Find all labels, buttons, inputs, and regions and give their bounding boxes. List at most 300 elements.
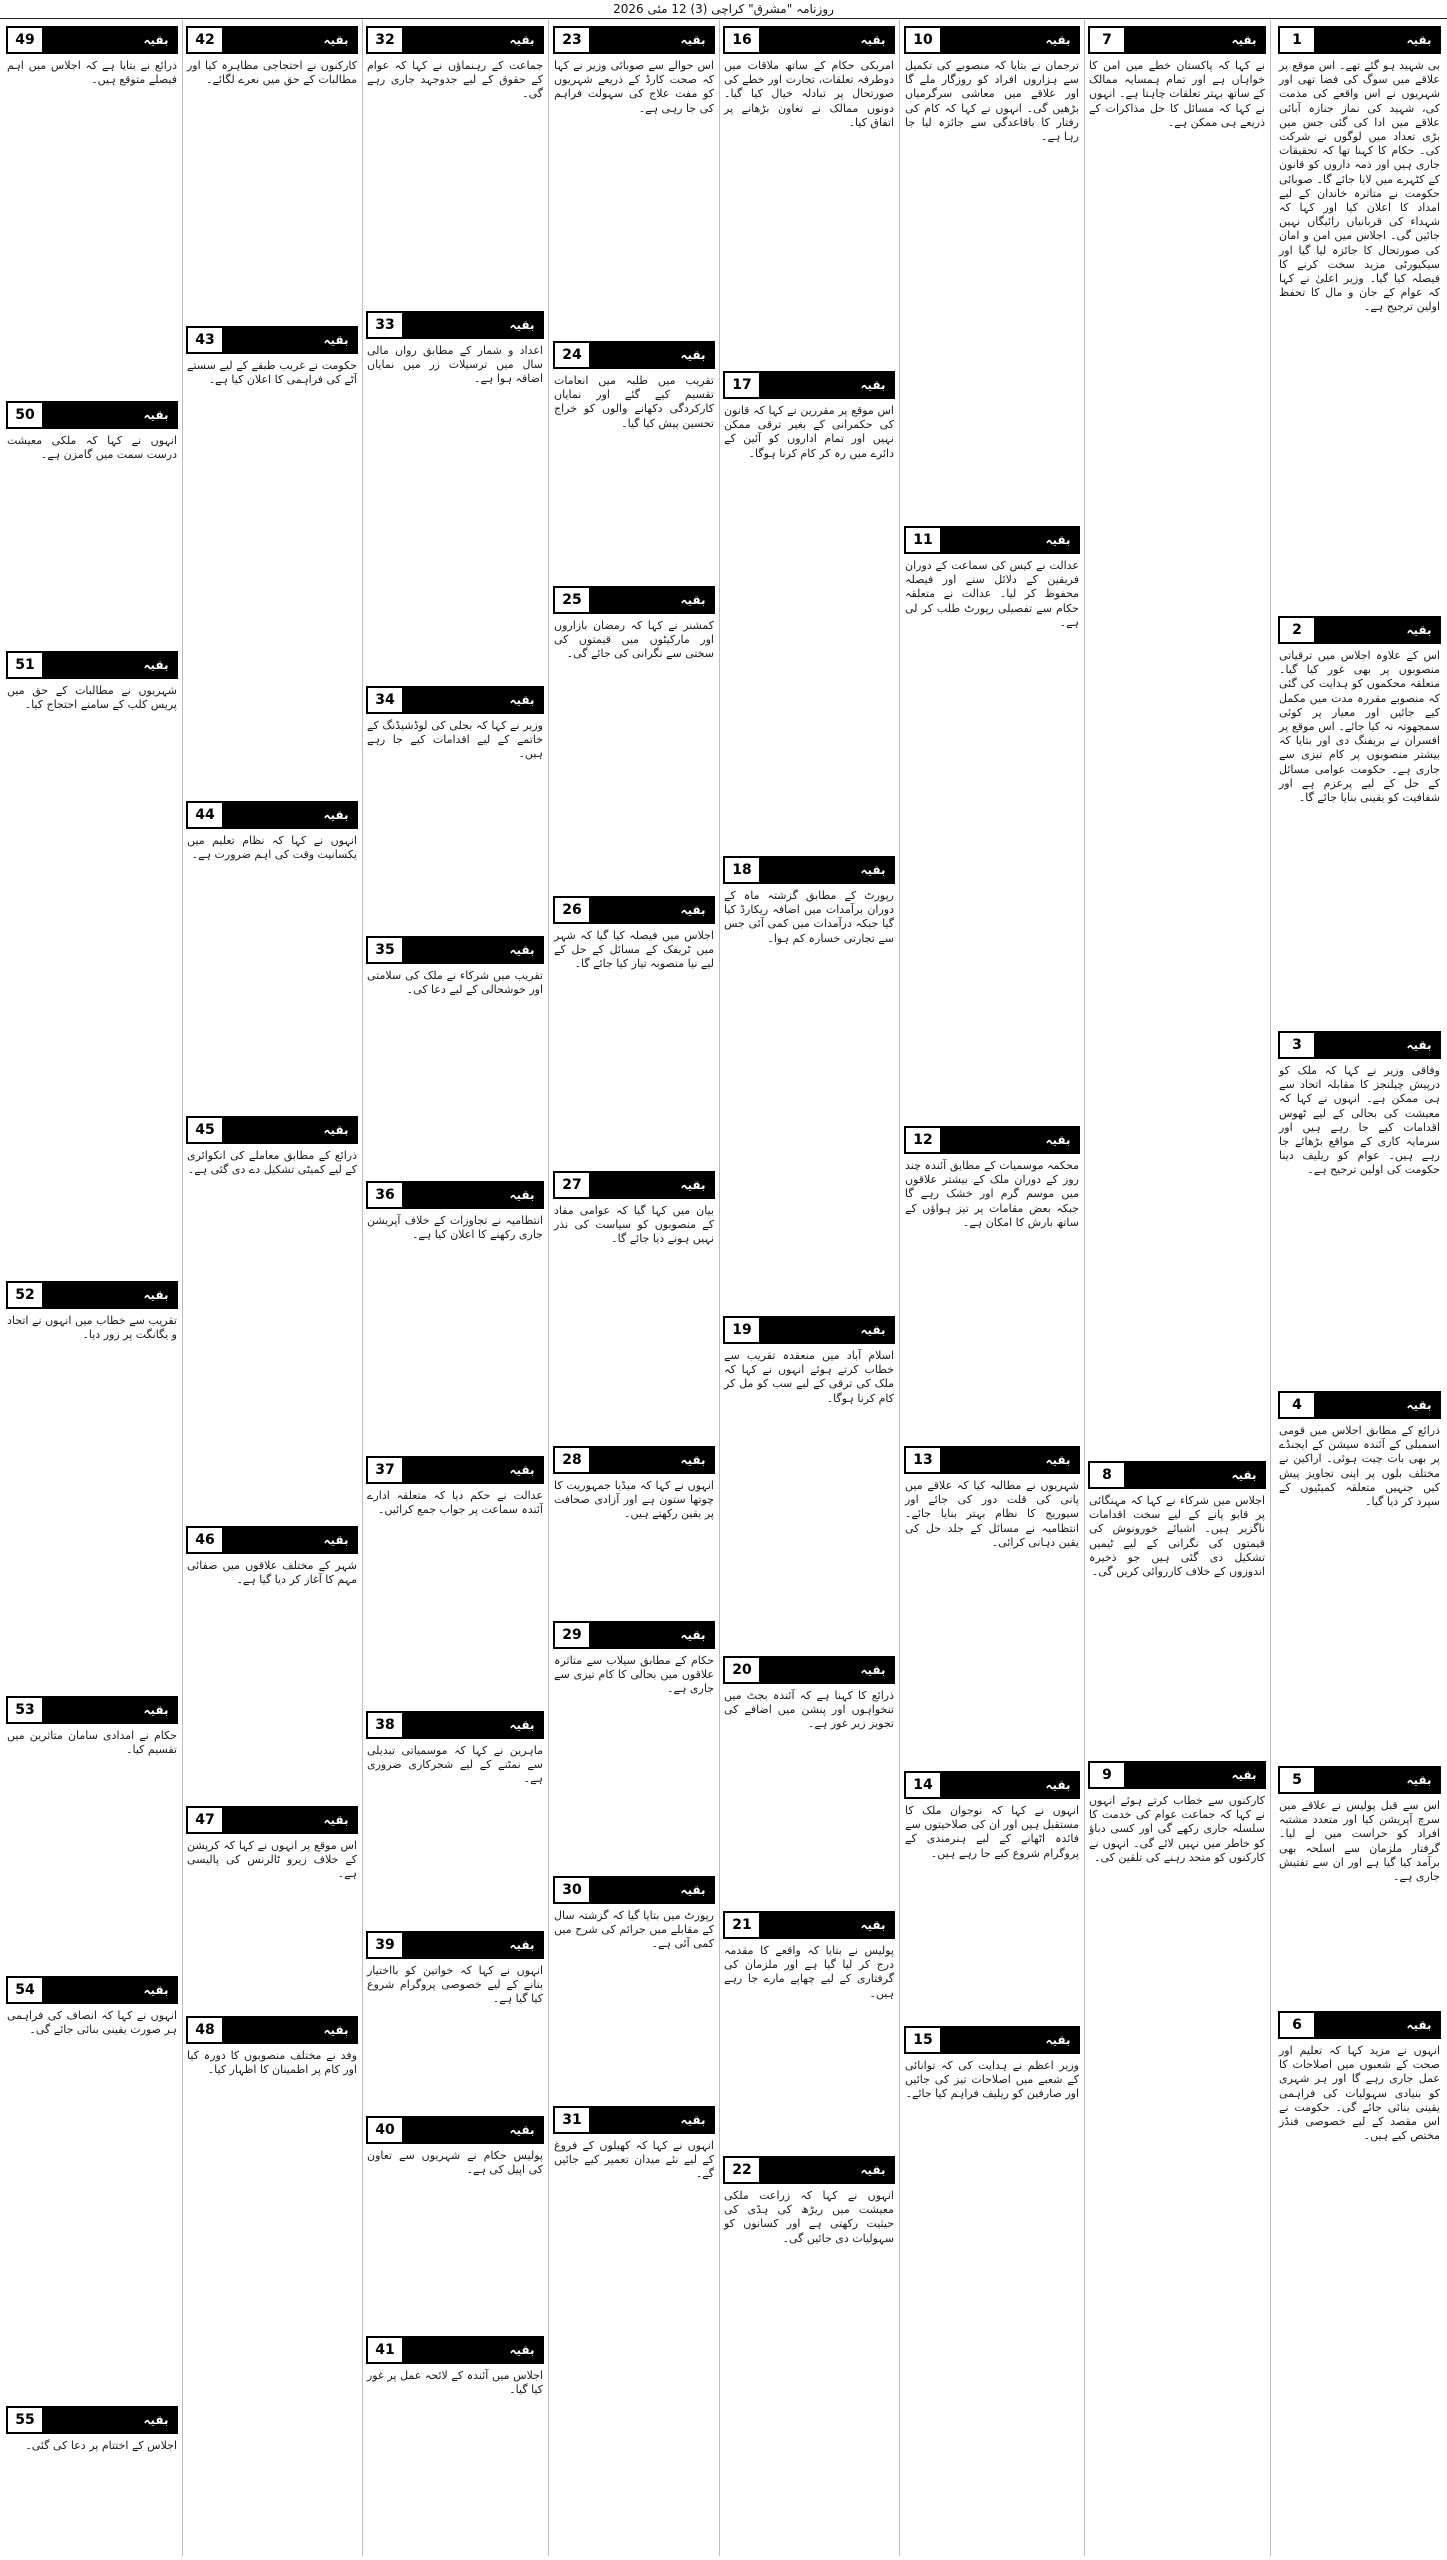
continuation-tag xyxy=(366,936,544,964)
continuation-number: 29 xyxy=(555,1623,589,1647)
article-text: امریکی حکام کے ساتھ ملاقات میں دوطرفہ تعلقات، تجارت اور خطے کی صورتحال پر تبادلہ خیال کیا گیا۔ دونوں ممالک نے تعاون بڑھانے پر اتفاق کیا۔ xyxy=(724,59,894,129)
continuation-number: 35 xyxy=(368,938,402,962)
continuation-number: 50 xyxy=(8,403,42,427)
continuation-tag xyxy=(723,856,895,884)
article-text: وزیر نے کہا کہ بجلی کی لوڈشیڈنگ کے خاتمے کے لیے اقدامات کیے جا رہے ہیں۔ xyxy=(367,719,543,761)
article-text: ماہرین نے کہا کہ موسمیاتی تبدیلی سے نمٹنے کے لیے شجرکاری ضروری ہے۔ xyxy=(367,1744,543,1786)
article-text: انتظامیہ نے تجاوزات کے خلاف آپریشن جاری رکھنے کا اعلان کیا ہے۔ xyxy=(367,1214,543,1242)
continuation-number: 8 xyxy=(1090,1463,1124,1487)
continuation-tag xyxy=(1088,1461,1266,1489)
tag-bar xyxy=(1314,1393,1399,1417)
continuation-block xyxy=(551,1870,717,2100)
tag-bar xyxy=(42,1978,136,2002)
continuation-tag xyxy=(6,1976,178,2004)
article-text: ترجمان نے بتایا کہ منصوبے کی تکمیل سے ہزاروں افراد کو روزگار ملے گا اور علاقے میں معاشی سرگرمیاں بڑھیں گی۔ انہوں نے کہا کہ کام کی رفتار کا باقاعدگی سے جائزہ لیا جا رہا ہے۔ xyxy=(905,59,1079,144)
continuation-label: بقیہ xyxy=(502,688,542,712)
tag-bar xyxy=(759,2158,853,2182)
continuation-tag xyxy=(1278,2011,1441,2039)
continuation-label: بقیہ xyxy=(502,313,542,337)
tag-bar xyxy=(940,528,1038,552)
continuation-block xyxy=(1276,1385,1443,1760)
continuation-block xyxy=(902,520,1082,1120)
continuation-block xyxy=(721,365,897,850)
continuation-number: 52 xyxy=(8,1283,42,1307)
continuation-tag xyxy=(553,1876,715,1904)
tag-bar xyxy=(402,1713,502,1737)
article-text: پولیس نے بتایا کہ واقعے کا مقدمہ درج کر لیا گیا ہے اور ملزمان کی گرفتاری کے لیے چھاپے مارے جا رہے ہیں۔ xyxy=(724,1944,894,2000)
continuation-tag xyxy=(6,1281,178,1309)
continuation-tag xyxy=(553,586,715,614)
tag-bar xyxy=(1124,1763,1224,1787)
tag-bar xyxy=(402,938,502,962)
continuation-label: بقیہ xyxy=(1399,1033,1439,1057)
continuation-label: بقیہ xyxy=(1399,1768,1439,1792)
continuation-number: 23 xyxy=(555,28,589,52)
continuation-label: بقیہ xyxy=(316,1118,356,1142)
column-divider xyxy=(182,20,183,2556)
continuation-label: بقیہ xyxy=(316,803,356,827)
continuation-label: بقیہ xyxy=(853,858,893,882)
newspaper-column xyxy=(721,20,897,2556)
article-text: شہریوں نے مطالبات کے حق میں پریس کلب کے سامنے احتجاج کیا۔ xyxy=(7,684,177,712)
article-text: بی شہید ہو گئے تھے۔ اس موقع پر علاقے میں سوگ کی فضا تھی اور شہریوں نے اس واقعے کی مذمت کی، شہید کی نماز جنازہ آبائی علاقے میں ادا کی گئی جس میں بڑی تعداد میں لوگوں نے شرکت کی۔ حکام کا کہنا تھا کہ تحقیقات جاری ہیں اور ذمہ داروں کو قانون کے کٹہرے میں لایا جائے گا۔ صوبائی حکومت نے متاثرہ خاندان کے لیے امداد کا اعلان کیا اور کہا کہ شہداء کی قربانیاں رائیگاں نہیں جائیں گی۔ اجلاس میں امن و امان کی صورتحال کا جائزہ لیا گیا اور سیکیورٹی مزید سخت کرنے کا فیصلہ کیا گیا۔ وزیر اعلیٰ نے کہا کہ عوام کے جان و مال کا تحفظ اولین ترجیح ہے۔ xyxy=(1279,59,1440,314)
tag-bar xyxy=(759,858,853,882)
continuation-number: 51 xyxy=(8,653,42,677)
continuation-block xyxy=(4,395,180,645)
continuation-tag xyxy=(904,1126,1080,1154)
continuation-label: بقیہ xyxy=(316,328,356,352)
continuation-label: بقیہ xyxy=(136,1978,176,2002)
continuation-tag xyxy=(186,801,358,829)
continuation-label: بقیہ xyxy=(853,1318,893,1342)
continuation-number: 3 xyxy=(1280,1033,1314,1057)
column-divider xyxy=(1270,20,1271,2556)
continuation-label: بقیہ xyxy=(1224,1763,1264,1787)
continuation-block xyxy=(551,1615,717,1870)
tag-bar xyxy=(1314,618,1399,642)
continuation-tag xyxy=(1278,1391,1441,1419)
continuation-number: 5 xyxy=(1280,1768,1314,1792)
article-text: انہوں نے کہا کہ انصاف کی فراہمی ہر صورت یقینی بنائی جائے گی۔ xyxy=(7,2009,177,2037)
continuation-number: 39 xyxy=(368,1933,402,1957)
continuation-block xyxy=(902,1765,1082,2020)
continuation-number: 22 xyxy=(725,2158,759,2182)
continuation-block xyxy=(184,1800,360,2010)
continuation-block xyxy=(1276,2005,1443,2556)
continuation-label: بقیہ xyxy=(1399,2013,1439,2037)
article-text: نے کہا کہ پاکستان خطے میں امن کا خواہاں ہے اور تمام ہمسایہ ممالک کے ساتھ بہتر تعلقات چاہتا ہے۔ انہوں نے کہا کہ مسائل کا حل مذاکرات کے ذریعے ہی ممکن ہے۔ xyxy=(1089,59,1265,129)
newspaper-column xyxy=(1086,20,1268,2556)
continuation-tag xyxy=(1278,26,1441,54)
continuation-number: 34 xyxy=(368,688,402,712)
continuation-number: 18 xyxy=(725,858,759,882)
continuation-tag xyxy=(366,1931,544,1959)
tag-bar xyxy=(589,1878,673,1902)
continuation-tag xyxy=(6,651,178,679)
continuation-number: 54 xyxy=(8,1978,42,2002)
tag-bar xyxy=(42,28,136,52)
continuation-number: 13 xyxy=(906,1448,940,1472)
continuation-tag xyxy=(723,26,895,54)
continuation-number: 45 xyxy=(188,1118,222,1142)
continuation-block xyxy=(902,2020,1082,2556)
continuation-tag xyxy=(6,26,178,54)
article-text: تقریب میں طلبہ میں انعامات تقسیم کیے گئے اور نمایاں کارکردگی دکھانے والوں کو خراج تحسین پیش کیا گیا۔ xyxy=(554,374,714,430)
article-text: اجلاس کے اختتام پر دعا کی گئی۔ xyxy=(25,2439,177,2452)
continuation-block xyxy=(1276,610,1443,1025)
article-text: ذرائع نے بتایا ہے کہ اجلاس میں اہم فیصلے متوقع ہیں۔ xyxy=(7,59,177,87)
article-text: عدالت نے حکم دیا کہ متعلقہ ادارے آئندہ سماعت پر جواب جمع کرائیں۔ xyxy=(367,1489,543,1517)
tag-bar xyxy=(222,1808,316,1832)
continuation-number: 17 xyxy=(725,373,759,397)
article-text: تقریب سے خطاب میں انہوں نے اتحاد و یگانگت پر زور دیا۔ xyxy=(7,1314,177,1342)
article-text: بیان میں کہا گیا کہ عوامی مفاد کے منصوبوں کو سیاست کی نذر نہیں ہونے دیا جائے گا۔ xyxy=(554,1204,714,1246)
continuation-block xyxy=(184,2010,360,2556)
tag-bar xyxy=(402,1933,502,1957)
continuation-number: 26 xyxy=(555,898,589,922)
continuation-block xyxy=(1086,20,1268,1455)
continuation-tag xyxy=(723,1316,895,1344)
continuation-number: 33 xyxy=(368,313,402,337)
continuation-tag xyxy=(366,1456,544,1484)
article-text: انہوں نے مزید کہا کہ تعلیم اور صحت کے شعبوں میں اصلاحات کا عمل جاری رہے گا اور ہر شہری کو بنیادی سہولیات کی فراہمی یقینی بنائی جائے گی۔ حکومت نے اس مقصد کے لیے خصوصی فنڈز مختص کیے ہیں۔ xyxy=(1279,2044,1440,2143)
continuation-label: بقیہ xyxy=(502,1183,542,1207)
tag-bar xyxy=(589,28,673,52)
article-text: شہریوں نے مطالبہ کیا کہ علاقے میں پانی کی قلت دور کی جائے اور سیوریج کا نظام بہتر بنایا جائے۔ انتظامیہ نے مسائل کے جلد حل کی یقین دہانی کرائی۔ xyxy=(905,1479,1079,1549)
tag-bar xyxy=(589,1173,673,1197)
continuation-block xyxy=(551,1165,717,1440)
column-divider xyxy=(1084,20,1085,2556)
tag-bar xyxy=(759,1658,853,1682)
tag-bar xyxy=(402,1183,502,1207)
continuation-number: 42 xyxy=(188,28,222,52)
continuation-block xyxy=(184,1110,360,1520)
continuation-block xyxy=(721,20,897,365)
continuation-number: 41 xyxy=(368,2338,402,2362)
continuation-number: 24 xyxy=(555,343,589,367)
tag-bar xyxy=(402,28,502,52)
continuation-block xyxy=(721,1650,897,1905)
continuation-tag xyxy=(553,1621,715,1649)
article-text: انہوں نے کہا کہ خواتین کو بااختیار بنانے کے لیے خصوصی پروگرام شروع کیا گیا ہے۔ xyxy=(367,1964,543,2006)
continuation-block xyxy=(902,1440,1082,1765)
continuation-number: 27 xyxy=(555,1173,589,1197)
continuation-block xyxy=(364,1450,546,1705)
tag-bar xyxy=(589,1623,673,1647)
article-text: تقریب میں شرکاء نے ملک کی سلامتی اور خوشحالی کے لیے دعا کی۔ xyxy=(367,969,543,997)
tag-bar xyxy=(759,1318,853,1342)
continuation-label: بقیہ xyxy=(1224,28,1264,52)
tag-bar xyxy=(759,1913,853,1937)
tag-bar xyxy=(402,688,502,712)
continuation-tag xyxy=(6,2406,178,2434)
continuation-label: بقیہ xyxy=(1038,28,1078,52)
continuation-label: بقیہ xyxy=(673,1878,713,1902)
article-text: اعداد و شمار کے مطابق رواں مالی سال میں ترسیلات زر میں نمایاں اضافہ ہوا ہے۔ xyxy=(367,344,543,386)
tag-bar xyxy=(222,2018,316,2042)
continuation-block xyxy=(551,20,717,335)
continuation-tag xyxy=(904,1446,1080,1474)
article-text: عدالت نے کیس کی سماعت کے دوران فریقین کے دلائل سنے اور فیصلہ محفوظ کر لیا۔ عدالت نے متعلقہ حکام سے تفصیلی رپورٹ طلب کر لی ہے۔ xyxy=(905,559,1079,629)
continuation-block xyxy=(4,1690,180,1970)
continuation-label: بقیہ xyxy=(502,938,542,962)
tag-bar xyxy=(222,28,316,52)
continuation-label: بقیہ xyxy=(673,1623,713,1647)
continuation-number: 30 xyxy=(555,1878,589,1902)
continuation-label: بقیہ xyxy=(1038,1773,1078,1797)
continuation-label: بقیہ xyxy=(673,2108,713,2132)
continuation-label: بقیہ xyxy=(136,1698,176,1722)
continuation-tag xyxy=(186,1806,358,1834)
continuation-block xyxy=(364,305,546,680)
tag-bar xyxy=(402,2118,502,2142)
tag-bar xyxy=(940,2028,1038,2052)
continuation-number: 14 xyxy=(906,1773,940,1797)
continuation-tag xyxy=(1278,1031,1441,1059)
tag-bar xyxy=(42,403,136,427)
continuation-block xyxy=(364,20,546,305)
tag-bar xyxy=(1314,2013,1399,2037)
article-text: انہوں نے کہا کہ ملکی معیشت درست سمت میں گامزن ہے۔ xyxy=(7,434,177,462)
continuation-number: 25 xyxy=(555,588,589,612)
article-text: حکام نے امدادی سامان متاثرین میں تقسیم کیا۔ xyxy=(7,1729,177,1757)
tag-bar xyxy=(940,28,1038,52)
continuation-number: 7 xyxy=(1090,28,1124,52)
continuation-number: 16 xyxy=(725,28,759,52)
continuation-label: بقیہ xyxy=(136,28,176,52)
continuation-label: بقیہ xyxy=(502,2338,542,2362)
article-text: انہوں نے کہا کہ کھیلوں کے فروغ کے لیے نئے میدان تعمیر کیے جائیں گے۔ xyxy=(554,2139,714,2181)
article-text: اجلاس میں شرکاء نے کہا کہ مہنگائی پر قابو پانے کے لیے سخت اقدامات ناگزیر ہیں۔ اشیائے خورونوش کی قیمتوں کی نگرانی کے لیے ٹیمیں تشکیل دی گئی ہیں جو ذخیرہ اندوزوں کے خلاف کارروائی کریں گی۔ xyxy=(1089,1494,1265,1579)
continuation-number: 20 xyxy=(725,1658,759,1682)
article-text: ذرائع کے مطابق معاملے کی انکوائری کے لیے کمیٹی تشکیل دے دی گئی ہے۔ xyxy=(187,1149,357,1177)
continuation-number: 2 xyxy=(1280,618,1314,642)
article-text: انہوں نے کہا کہ نظام تعلیم میں یکسانیت وقت کی اہم ضرورت ہے۔ xyxy=(187,834,357,862)
tag-bar xyxy=(589,898,673,922)
tag-bar xyxy=(42,2408,136,2432)
continuation-number: 12 xyxy=(906,1128,940,1152)
article-text: حکومت نے غریب طبقے کے لیے سستے آٹے کی فراہمی کا اعلان کیا ہے۔ xyxy=(187,359,357,387)
article-text: ذرائع کے مطابق اجلاس میں قومی اسمبلی کے آئندہ سیشن کے ایجنڈے پر بھی بات چیت ہوئی۔ اراکین نے مختلف بلوں پر اپنی تجاویز پیش کیں جنہیں متعلقہ کمیٹیوں کے سپرد کر دیا گیا۔ xyxy=(1279,1424,1440,1509)
continuation-block xyxy=(551,2100,717,2345)
column-divider xyxy=(362,20,363,2556)
continuation-block xyxy=(364,1705,546,1925)
article-text: پولیس حکام نے شہریوں سے تعاون کی اپیل کی ہے۔ xyxy=(367,2149,543,2177)
article-text: جماعت کے رہنماؤں نے کہا کہ عوام کے حقوق کے لیے جدوجہد جاری رہے گی۔ xyxy=(367,59,543,101)
continuation-tag xyxy=(186,326,358,354)
column-divider xyxy=(899,20,900,2556)
continuation-block xyxy=(4,20,180,395)
tag-bar xyxy=(1314,28,1399,52)
tag-bar xyxy=(940,1128,1038,1152)
continuation-tag xyxy=(553,26,715,54)
newspaper-column xyxy=(551,20,717,2556)
article-text: اس کے علاوہ اجلاس میں ترقیاتی منصوبوں پر بھی غور کیا گیا۔ متعلقہ محکموں کو ہدایت کی گئی کہ منصوبے مقررہ مدت میں مکمل کیے جائیں اور معیار پر کوئی سمجھوتہ نہ کیا جائے۔ اس موقع پر افسران نے بریفنگ دی اور بتایا کہ بیشتر منصوبوں پر کام تیزی سے جاری ہے۔ حکومت عوامی مسائل کے حل کے لیے پرعزم ہے اور شفافیت کو یقینی بنایا جائے گا۔ xyxy=(1279,649,1440,805)
continuation-tag xyxy=(366,26,544,54)
tag-bar xyxy=(222,803,316,827)
continuation-number: 55 xyxy=(8,2408,42,2432)
article-text: شہر کے مختلف علاقوں میں صفائی مہم کا آغاز کر دیا گیا ہے۔ xyxy=(187,1559,357,1587)
continuation-block xyxy=(4,645,180,1275)
newspaper-column xyxy=(364,20,546,2556)
continuation-tag xyxy=(553,2106,715,2134)
continuation-block xyxy=(184,20,360,320)
continuation-block xyxy=(364,1175,546,1450)
continuation-block xyxy=(551,580,717,890)
continuation-block xyxy=(364,930,546,1175)
continuation-block xyxy=(1276,20,1443,610)
tag-bar xyxy=(222,1528,316,1552)
tag-bar xyxy=(759,373,853,397)
continuation-label: بقیہ xyxy=(502,2118,542,2142)
continuation-block xyxy=(902,20,1082,520)
continuation-number: 46 xyxy=(188,1528,222,1552)
continuation-block xyxy=(721,2150,897,2556)
continuation-block xyxy=(551,1440,717,1615)
continuation-block xyxy=(364,1925,546,2110)
continuation-label: بقیہ xyxy=(853,28,893,52)
tag-bar xyxy=(1314,1033,1399,1057)
continuation-number: 21 xyxy=(725,1913,759,1937)
continuation-label: بقیہ xyxy=(1399,1393,1439,1417)
continuation-block xyxy=(4,2400,180,2556)
article-text: وفد نے مختلف منصوبوں کا دورہ کیا اور کام پر اطمینان کا اظہار کیا۔ xyxy=(187,2049,357,2077)
continuation-block xyxy=(184,1520,360,1800)
continuation-block xyxy=(4,1970,180,2400)
article-text: انہوں نے کہا کہ زراعت ملکی معیشت میں ریڑھ کی ہڈی کی حیثیت رکھتی ہے اور کسانوں کو سہولیات دی جائیں گی۔ xyxy=(724,2189,894,2245)
continuation-tag xyxy=(904,2026,1080,2054)
article-text: حکام کے مطابق سیلاب سے متاثرہ علاقوں میں بحالی کا کام تیزی سے جاری ہے۔ xyxy=(554,1654,714,1696)
continuation-label: بقیہ xyxy=(1038,1128,1078,1152)
continuation-block xyxy=(902,1120,1082,1440)
continuation-label: بقیہ xyxy=(853,1913,893,1937)
tag-bar xyxy=(42,1698,136,1722)
article-text: ذرائع کا کہنا ہے کہ آئندہ بجٹ میں تنخواہوں اور پنشن میں اضافے کی تجویز زیر غور ہے۔ xyxy=(724,1689,894,1731)
continuation-label: بقیہ xyxy=(853,2158,893,2182)
newspaper-column xyxy=(4,20,180,2556)
continuation-block xyxy=(1086,1455,1268,1755)
continuation-number: 19 xyxy=(725,1318,759,1342)
continuation-label: بقیہ xyxy=(502,1713,542,1737)
continuation-tag xyxy=(1088,26,1266,54)
tag-bar xyxy=(402,2338,502,2362)
continuation-label: بقیہ xyxy=(136,1283,176,1307)
continuation-number: 28 xyxy=(555,1448,589,1472)
continuation-label: بقیہ xyxy=(1038,1448,1078,1472)
article-text: وزیر اعظم نے ہدایت کی کہ توانائی کے شعبے میں اصلاحات تیز کی جائیں اور صارفین کو ریلیف فراہم کیا جائے۔ xyxy=(905,2059,1079,2101)
continuation-label: بقیہ xyxy=(502,1933,542,1957)
article-text: کارکنوں نے احتجاجی مظاہرہ کیا اور مطالبات کے حق میں نعرے لگائے۔ xyxy=(187,59,357,87)
tag-bar xyxy=(589,1448,673,1472)
continuation-number: 47 xyxy=(188,1808,222,1832)
continuation-tag xyxy=(186,1526,358,1554)
continuation-tag xyxy=(904,26,1080,54)
continuation-block xyxy=(551,890,717,1165)
continuation-tag xyxy=(366,686,544,714)
tag-bar xyxy=(1124,28,1224,52)
article-text: اس سے قبل پولیس نے علاقے میں سرچ آپریشن کیا اور متعدد مشتبہ افراد کو حراست میں لے لیا۔ گرفتار ملزمان سے اسلحہ بھی برآمد کیا گیا ہے اور ان سے تفتیش جاری ہے۔ xyxy=(1279,1799,1440,1884)
continuation-tag xyxy=(186,26,358,54)
continuation-block xyxy=(551,335,717,580)
tag-bar xyxy=(940,1448,1038,1472)
article-text: اجلاس میں فیصلہ کیا گیا کہ شہر میں ٹریفک کے مسائل کے حل کے لیے نیا منصوبہ تیار کیا جائے گا۔ xyxy=(554,929,714,971)
tag-bar xyxy=(1124,1463,1224,1487)
continuation-number: 4 xyxy=(1280,1393,1314,1417)
continuation-number: 31 xyxy=(555,2108,589,2132)
continuation-block xyxy=(1276,1025,1443,1385)
article-text: اجلاس میں آئندہ کے لائحہ عمل پر غور کیا گیا۔ xyxy=(367,2369,543,2397)
tag-bar xyxy=(402,1458,502,1482)
article-text: کمشنر نے کہا کہ رمضان بازاروں اور مارکیٹوں میں قیمتوں کی سختی سے نگرانی کی جائے گی۔ xyxy=(554,619,714,661)
continuation-tag xyxy=(553,1171,715,1199)
continuation-number: 32 xyxy=(368,28,402,52)
continuation-tag xyxy=(904,526,1080,554)
tag-bar xyxy=(759,28,853,52)
continuation-label: بقیہ xyxy=(1038,528,1078,552)
continuation-tag xyxy=(723,2156,895,2184)
tag-bar xyxy=(402,313,502,337)
continuation-tag xyxy=(366,2336,544,2364)
tag-bar xyxy=(589,588,673,612)
newspaper-column xyxy=(1276,20,1443,2556)
article-text: کارکنوں سے خطاب کرتے ہوئے انہوں نے کہا کہ جماعت عوام کی خدمت کا سلسلہ جاری رکھے گی اور کسی دباؤ کو خاطر میں نہیں لائے گی۔ انہوں نے کارکنوں کو متحد رہنے کی تلقین کی۔ xyxy=(1089,1794,1265,1864)
continuation-label: بقیہ xyxy=(673,1448,713,1472)
continuation-number: 44 xyxy=(188,803,222,827)
tag-bar xyxy=(589,343,673,367)
continuation-tag xyxy=(186,2016,358,2044)
continuation-label: بقیہ xyxy=(316,28,356,52)
tag-bar xyxy=(589,2108,673,2132)
continuation-number: 48 xyxy=(188,2018,222,2042)
continuation-tag xyxy=(553,896,715,924)
continuation-number: 49 xyxy=(8,28,42,52)
article-text: رپورٹ کے مطابق گزشتہ ماہ کے دوران برآمدات میں اضافہ ریکارڈ کیا گیا جبکہ درآمدات میں کمی آئی جس سے تجارتی خسارہ کم ہوا۔ xyxy=(724,889,894,945)
continuation-block xyxy=(721,1905,897,2150)
continuation-label: بقیہ xyxy=(673,898,713,922)
newspaper-page xyxy=(4,20,1443,2556)
tag-bar xyxy=(940,1773,1038,1797)
continuation-tag xyxy=(366,1181,544,1209)
continuation-label: بقیہ xyxy=(502,1458,542,1482)
article-text: اسلام آباد میں منعقدہ تقریب سے خطاب کرتے ہوئے انہوں نے کہا کہ ملک کی ترقی کے لیے سب کو مل کر کام کرنا ہوگا۔ xyxy=(724,1349,894,1405)
continuation-tag xyxy=(1088,1761,1266,1789)
continuation-tag xyxy=(553,1446,715,1474)
continuation-label: بقیہ xyxy=(136,653,176,677)
tag-bar xyxy=(1314,1768,1399,1792)
continuation-label: بقیہ xyxy=(136,403,176,427)
continuation-label: بقیہ xyxy=(1399,618,1439,642)
continuation-number: 36 xyxy=(368,1183,402,1207)
tag-bar xyxy=(42,1283,136,1307)
continuation-tag xyxy=(904,1771,1080,1799)
continuation-tag xyxy=(723,371,895,399)
continuation-number: 15 xyxy=(906,2028,940,2052)
continuation-label: بقیہ xyxy=(673,1173,713,1197)
continuation-tag xyxy=(6,1696,178,1724)
article-text: انہوں نے کہا کہ نوجوان ملک کا مستقبل ہیں اور ان کی صلاحیتوں سے فائدہ اٹھانے کے لیے ہنرمندی کے پروگرام شروع کیے جا رہے ہیں۔ xyxy=(905,1804,1079,1860)
continuation-label: بقیہ xyxy=(316,1808,356,1832)
continuation-label: بقیہ xyxy=(1399,28,1439,52)
continuation-number: 9 xyxy=(1090,1763,1124,1787)
continuation-block xyxy=(721,1310,897,1650)
page-header-title: روزنامہ "مشرق" کراچی (3) 12 مئی 2026 xyxy=(613,2,834,16)
column-divider xyxy=(548,20,549,2556)
column-divider xyxy=(719,20,720,2556)
continuation-block xyxy=(364,2110,546,2330)
continuation-tag xyxy=(1278,616,1441,644)
tag-bar xyxy=(42,653,136,677)
newspaper-column xyxy=(184,20,360,2556)
